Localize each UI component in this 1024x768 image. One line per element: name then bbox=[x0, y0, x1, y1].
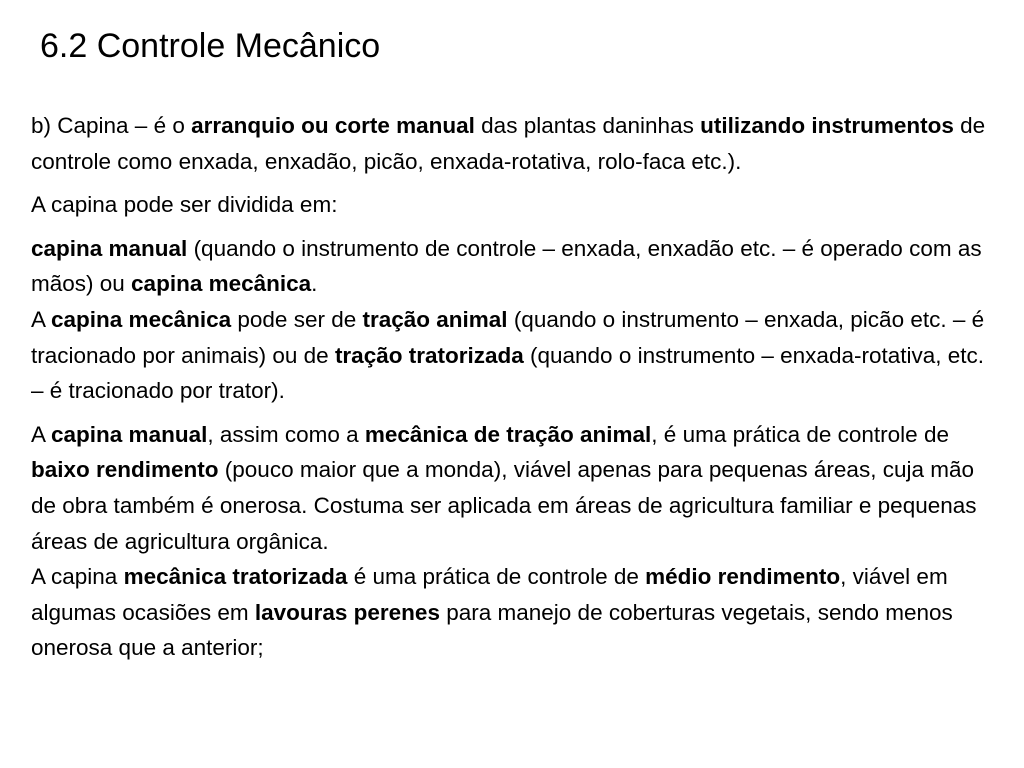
bold-text-run: médio rendimento bbox=[645, 564, 841, 590]
bold-text-run: capina manual bbox=[31, 235, 188, 261]
bold-text-run: utilizando instrumentos bbox=[700, 113, 954, 138]
text-run: A bbox=[31, 306, 52, 332]
bold-text-run: tração animal bbox=[362, 306, 508, 332]
text-run: A bbox=[31, 421, 52, 447]
text-run: (quando o instrumento – enxada-rotativa, etc. – é tracionado por trator). bbox=[31, 342, 985, 404]
text-run: , assim como a bbox=[207, 421, 365, 447]
text-run: . bbox=[311, 271, 318, 297]
text-run: é uma prática de controle de bbox=[347, 564, 646, 590]
bold-text-run: lavouras perenes bbox=[254, 599, 440, 625]
bold-text-run: tração tratorizada bbox=[334, 342, 524, 368]
bold-text-run: capina mecânica bbox=[131, 271, 312, 297]
slide-title: 6.2 Controle Mecânico bbox=[40, 27, 381, 65]
text-run: das plantas daninhas bbox=[474, 113, 701, 138]
body-paragraph bbox=[31, 417, 993, 666]
text-run: pode ser de bbox=[231, 306, 363, 332]
body-paragraph bbox=[31, 231, 993, 409]
text-run: b) Capina – é o bbox=[31, 113, 192, 138]
text-run: (quando o instrumento de controle – enxada, enxadão etc. – é operado com as mãos) ou bbox=[31, 235, 982, 297]
text-run: A capina bbox=[31, 564, 124, 590]
text-run: , é uma prática de controle de bbox=[651, 421, 949, 447]
bold-text-run: capina manual bbox=[51, 421, 208, 447]
text-run: (quando o instrumento – enxada, picão etc. – é tracionado por animais) ou de bbox=[31, 306, 985, 368]
bold-text-run: arranquio ou corte manual bbox=[191, 113, 475, 138]
text-run: de controle como enxada, enxadão, picão, enxada-rotativa, rolo-faca etc.). bbox=[31, 113, 986, 174]
text-run: A capina pode ser dividida em: bbox=[31, 192, 338, 218]
slide-body bbox=[31, 108, 993, 666]
bold-text-run: baixo rendimento bbox=[31, 457, 219, 483]
text-run: para manejo de coberturas vegetais, sendo menos onerosa que a anterior; bbox=[31, 599, 953, 661]
bold-text-run: mecânica tratorizada bbox=[123, 564, 348, 590]
text-run: (pouco maior que a monda), viável apenas para pequenas áreas, cuja mão de obra também é onerosa. Costuma ser aplicada em áreas de agricultura familiar e pequenas áreas de agricultura orgânica. bbox=[31, 457, 977, 554]
body-paragraph bbox=[31, 187, 993, 223]
bold-text-run: capina mecânica bbox=[51, 306, 232, 332]
text-run: , viável em algumas ocasiões em bbox=[31, 564, 948, 625]
body-paragraph bbox=[31, 108, 993, 179]
bold-text-run: mecânica de tração animal bbox=[364, 421, 652, 447]
